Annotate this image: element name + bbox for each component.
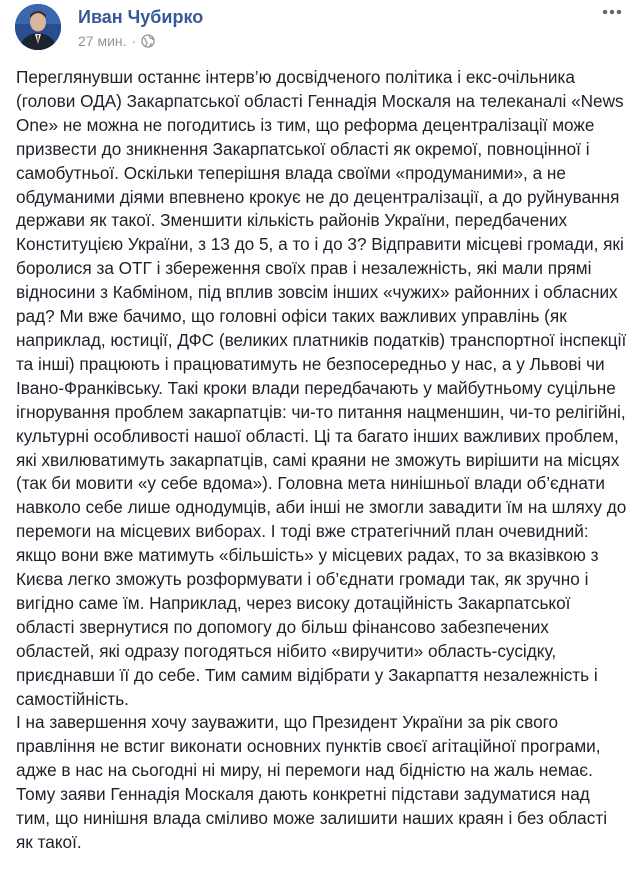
globe-icon[interactable] xyxy=(141,34,155,48)
meta-separator: · xyxy=(131,33,137,49)
author-name[interactable]: Иван Чубирко xyxy=(78,7,204,27)
post-body xyxy=(16,66,628,855)
post-timestamp[interactable]: 27 мин. xyxy=(78,33,127,49)
post-header xyxy=(15,4,627,52)
post-paragraph: І на завершення хочу зауважити, що Президент України за рік свого правління не встиг виконати основних пунктів своєї агітаційної програми, адже в нас на сьогодні ні миру, ні перемоги над бідністю на жаль немає. Тому заяви Геннадія Москаля дають конкретні підстави задуматися над тим, що нинішня влада сміливо може залишити наших краян і без області як такої. xyxy=(16,712,608,852)
avatar-portrait-icon xyxy=(15,4,61,50)
more-options-icon[interactable] xyxy=(597,4,627,26)
post-paragraph: Переглянувши останнє інтерв’ю досвідченого політика і екс-очільника (голови ОДА) Закарпатської області Геннадія Москаля на телеканалі «News One» не можна не погодитись із тим, що реформа децентралізації може призвести до зникнення Закарпатської області як окремої, повноцінної і самобутньої. Оскільки теперішня влада своїми «продуманими», а не обдуманими діями впевнено крокує не до децентралізації, а до руйнування держави як такої. Зменшити кількість районів України, передбачених Конституцією України, з 13 до 5, а то і до 3? Відправити місцеві громади, які боролися за ОТГ і збереження своїх прав і незалежність, які мали прямі відносини з Кабміном, під вплив зовсім інших «чужих» районних і обласних рад? Ми вже бачимо, що головні офіси таких важливих управлінь (як наприклад, юстиції, ДФС (великих платників податків) транспортної інспекції та інші) працюють і працюватимуть не безпосередньо у нас, а у Львові чи Івано-Франківську. Такі кроки влади передбачають у майбутньому суцільне ігнорування проблем закарпатців: чи-то питання нацменшин, чи-то релігійні, культурні особливості нашої області. Ці та багато інших важливих проблем, які хвилюватимуть закарпатців, самі краяни не зможуть вирішити на місцях (так би мовити «у себе вдома»). Головна мета нинішньої влади об’єднати навколо себе лише однодумців, аби інші не змогли завадити їм на шляху до перемоги на місцевих виборах. І тоді вже стратегічний план очевидний: якщо вони вже матимуть «більшість» у місцевих радах, то за вказівкою з Києва легко зможуть розформувати і об’єднати громади так, як зручно і вигідно саме їм. Наприклад, через високу дотаційність Закарпатської області звернутися по допомогу до більш фінансово забезпечених областей, які одразу погодяться нібито «виручити» область-сусідку, приєднавши її до себе. Тим самим відібрати у Закарпаття незалежність і самостійність. xyxy=(16,67,627,709)
avatar[interactable] xyxy=(15,4,61,50)
post-meta xyxy=(78,32,155,50)
